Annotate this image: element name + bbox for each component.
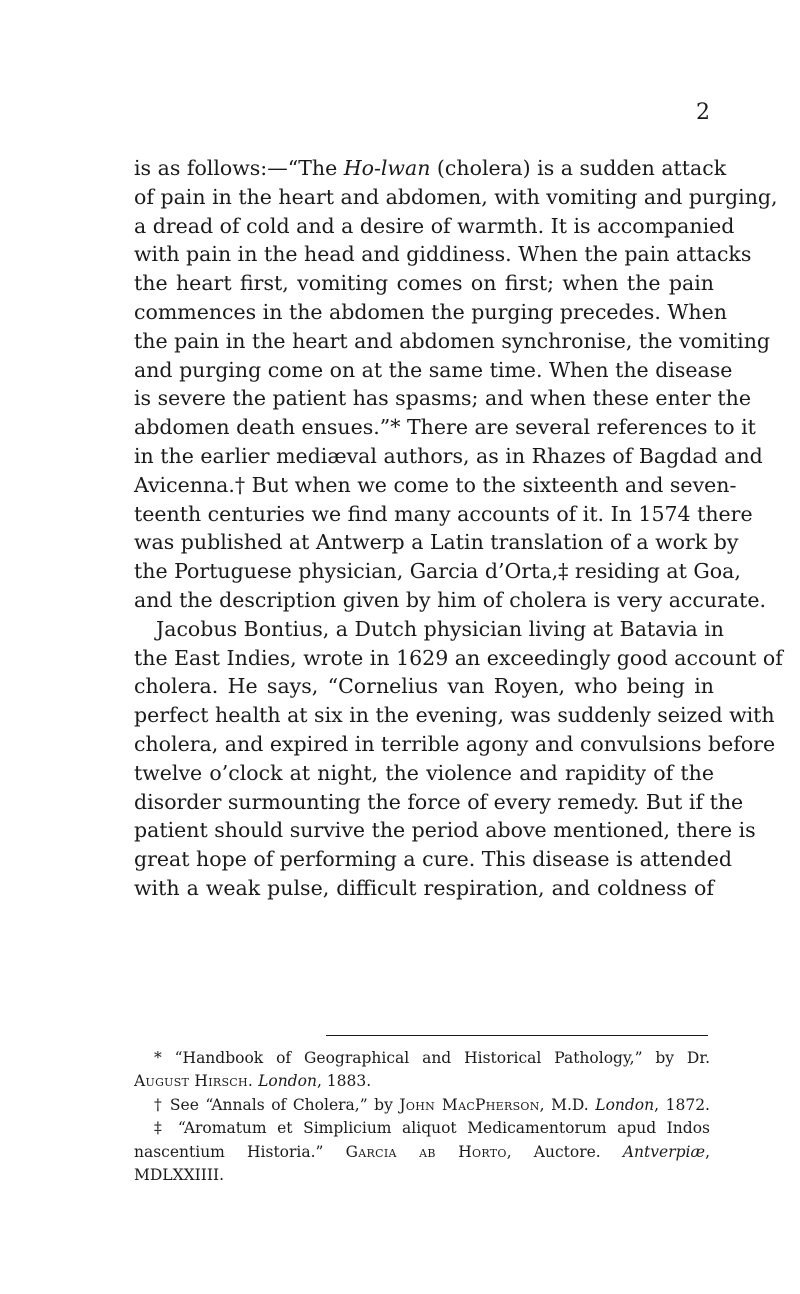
footnote-text-segment: , 1883.: [316, 1072, 372, 1091]
footnote-text-segment: * “Handbook of Geographical and Historical Pathology,” by Dr.: [154, 1049, 710, 1067]
body-line: [134, 356, 733, 385]
body-text-segment: patient should survive the period above mentioned, there is: [134, 818, 756, 843]
body-text-segment: with pain in the head and giddiness. When the pain attacks: [134, 242, 752, 267]
footnote-line: [134, 1164, 710, 1187]
footnote-text-segment: , 1872.: [654, 1095, 710, 1114]
body-line: [134, 701, 775, 730]
footnote-text-segment: Antverpiæ: [622, 1142, 706, 1161]
body-text-segment: (cholera) is a sudden attack: [430, 156, 727, 180]
footnotes: [134, 1047, 710, 1187]
body-line: [134, 528, 739, 557]
body-text-segment: the pain in the heart and abdomen synchronise, the vomiting: [134, 328, 771, 353]
body-line: [134, 240, 752, 269]
footnote-text-segment: ,: [705, 1142, 710, 1161]
footnote-line: [134, 1070, 710, 1093]
page-number: 2: [696, 100, 710, 125]
body-text-segment: perfect health at six in the evening, was suddenly seized with: [134, 703, 775, 728]
body-text-segment: a dread of cold and a desire of warmth. It is accompanied: [134, 213, 735, 238]
body-text: [134, 154, 783, 903]
body-line: [134, 672, 714, 701]
body-line: [134, 557, 741, 586]
body-text-segment: abdomen death ensues.”* There are several references to it: [134, 415, 756, 440]
footnote-divider: [326, 1035, 708, 1036]
body-line: [134, 644, 783, 673]
footnote-text-segment: † See “Annals of Cholera,” by: [154, 1095, 400, 1114]
body-text-segment: Jacobus Bontius, a Dutch physician living at Batavia in: [156, 616, 725, 641]
body-text-segment: the Portuguese physician, Garcia d’Orta,‡ residing at Goa,: [134, 559, 741, 584]
body-text-segment: cholera. He says, “Cornelius van Royen, who being in: [134, 674, 714, 699]
body-line: [134, 816, 756, 845]
footnote-line: [134, 1117, 710, 1140]
footnote-text-segment: , Auctore.: [506, 1142, 623, 1161]
body-text-segment: with a weak pulse, difficult respiration, and coldness of: [134, 875, 714, 900]
body-line: [134, 442, 763, 471]
body-line: [134, 183, 778, 212]
body-line: [134, 413, 756, 442]
body-text-segment: and purging come on at the same time. When the disease: [134, 357, 733, 382]
footnote-text-segment: nascentium Historia.”: [134, 1142, 346, 1161]
footnote-text-segment: , M.D.: [539, 1095, 596, 1114]
body-line: [134, 759, 714, 788]
body-line: [134, 327, 771, 356]
body-line: [134, 471, 737, 500]
body-text-segment: Ho-lwan: [343, 156, 431, 180]
body-line: [134, 615, 725, 644]
body-text-segment: Avicenna.† But when we come to the sixteenth and seven-: [134, 472, 737, 497]
body-line: [134, 212, 735, 241]
footnote-text-segment: John MacPherson: [399, 1095, 540, 1114]
body-text-segment: of pain in the heart and abdomen, with vomiting and purging,: [134, 184, 778, 209]
body-text-segment: great hope of performing a cure. This disease is attended: [134, 847, 732, 872]
body-text-segment: was published at Antwerp a Latin translation of a work by: [134, 530, 739, 555]
footnote-line: [134, 1047, 710, 1070]
body-text-segment: is as follows:—“The: [134, 156, 344, 180]
body-line: [134, 384, 751, 413]
body-line: [134, 874, 714, 903]
body-text-segment: cholera, and expired in terrible agony and convulsions before: [134, 731, 776, 756]
footnote-line: [134, 1141, 710, 1164]
body-text-segment: commences in the abdomen the purging precedes. When: [134, 299, 727, 324]
body-line: [134, 298, 727, 327]
body-line: [134, 730, 776, 759]
body-text-segment: the heart first, vomiting comes on first; when the pain: [134, 271, 714, 296]
body-text-segment: disorder surmounting the force of every remedy. But if the: [134, 789, 744, 814]
footnote-text-segment: Garcia ab Horto: [345, 1142, 507, 1161]
footnote-text-segment: August Hirsch.: [134, 1072, 254, 1091]
body-line: [134, 269, 714, 298]
body-text-segment: the East Indies, wrote in 1629 an exceedingly good account of: [134, 645, 783, 670]
body-line: [134, 586, 766, 615]
body-text-segment: in the earlier mediæval authors, as in Rhazes of Bagdad and: [134, 443, 763, 468]
body-line: [134, 788, 744, 817]
body-line: [134, 154, 727, 183]
body-line: [134, 500, 753, 529]
footnote-text-segment: ‡ “Aromatum et Simplicium aliquot Medicamentorum apud Indos: [154, 1119, 710, 1138]
footnote-text-segment: London: [595, 1095, 655, 1114]
body-text-segment: is severe the patient has spasms; and when these enter the: [134, 386, 751, 411]
footnote-line: [134, 1094, 710, 1117]
footnote-text-segment: London: [258, 1072, 317, 1091]
body-text-segment: twelve o’clock at night, the violence and rapidity of the: [134, 760, 714, 785]
body-line: [134, 845, 732, 874]
footnote-text-segment: MDLXXIIII.: [134, 1166, 225, 1185]
body-text-segment: teenth centuries we find many accounts of it. In 1574 there: [134, 501, 753, 526]
body-text-segment: and the description given by him of cholera is very accurate.: [134, 587, 766, 612]
